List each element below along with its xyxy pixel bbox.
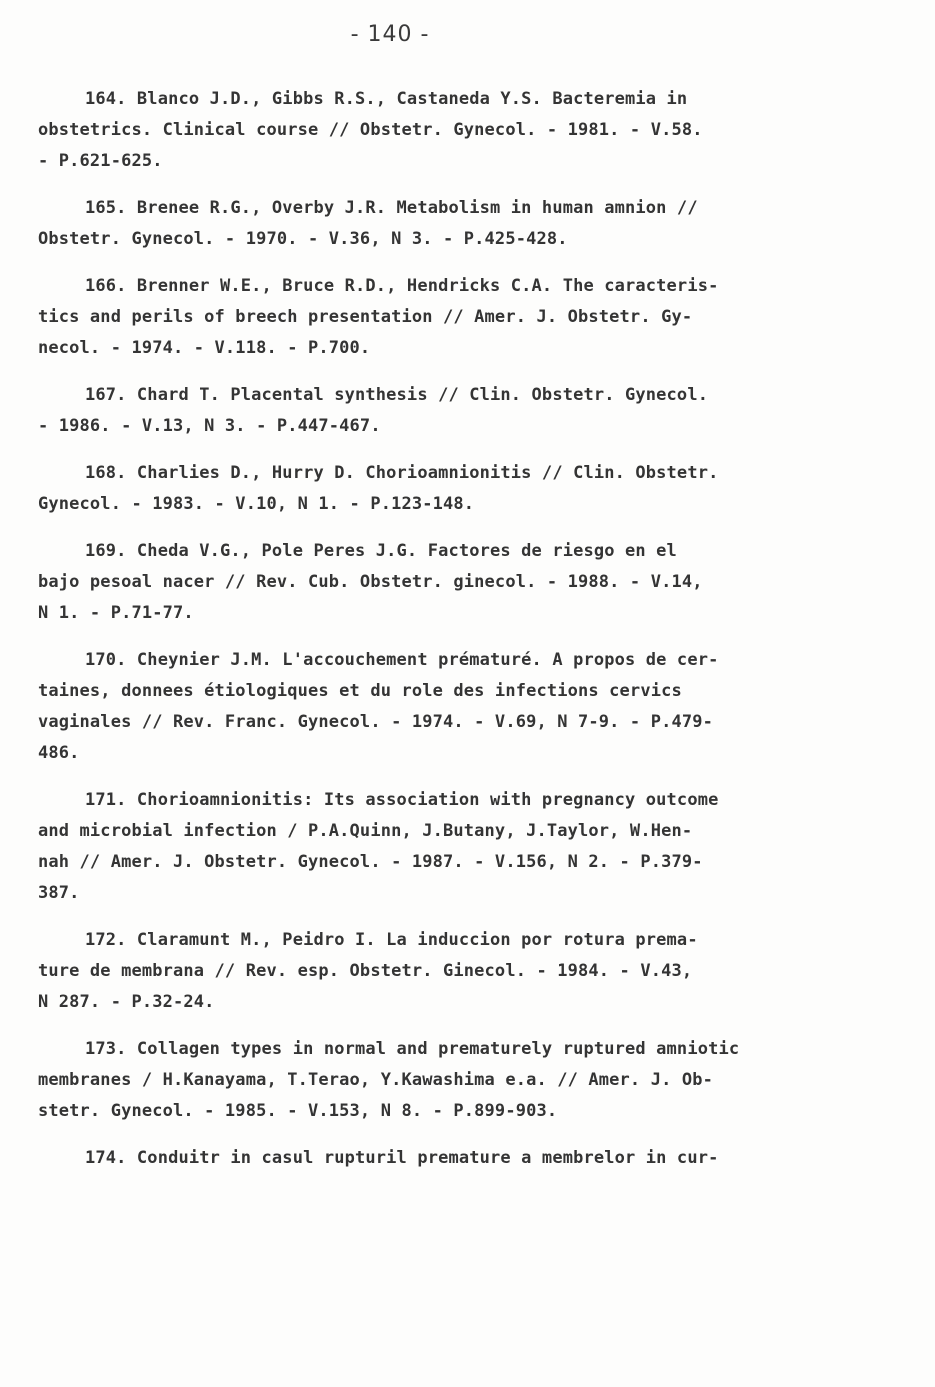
reference-168	[38, 458, 900, 520]
page-number: - 140 -	[350, 22, 430, 47]
reference-171	[38, 785, 900, 909]
reference-167	[38, 380, 900, 442]
reference-line: N 1. - P.71-77.	[38, 603, 194, 623]
reference-line: 170. Cheynier J.M. L'accouchement prématuré. A propos de cer-	[85, 650, 719, 670]
reference-line: vaginales // Rev. Franc. Gynecol. - 1974. - V.69, N 7-9. - P.479-	[38, 712, 714, 732]
reference-line: and microbial infection / P.A.Quinn, J.Butany, J.Taylor, W.Hen-	[38, 821, 693, 841]
reference-174	[38, 1143, 900, 1174]
reference-line: Gynecol. - 1983. - V.10, N 1. - P.123-148.	[38, 494, 475, 514]
reference-line: taines, donnees étiologiques et du role des infections cervics	[38, 681, 682, 701]
reference-line: N 287. - P.32-24.	[38, 992, 215, 1012]
reference-line: bajo pesoal nacer // Rev. Cub. Obstetr. ginecol. - 1988. - V.14,	[38, 572, 703, 592]
reference-line: Obstetr. Gynecol. - 1970. - V.36, N 3. - P.425-428.	[38, 229, 568, 249]
reference-line: - 1986. - V.13, N 3. - P.447-467.	[38, 416, 381, 436]
reference-line: 387.	[38, 883, 80, 903]
reference-line: 168. Charlies D., Hurry D. Chorioamnionitis // Clin. Obstetr.	[85, 463, 719, 483]
reference-line: 486.	[38, 743, 80, 763]
reference-line: 172. Claramunt M., Peidro I. La induccion por rotura prema-	[85, 930, 698, 950]
reference-line: membranes / H.Kanayama, T.Terao, Y.Kawashima e.a. // Amer. J. Ob-	[38, 1070, 714, 1090]
reference-line: tics and perils of breech presentation // Amer. J. Obstetr. Gy-	[38, 307, 693, 327]
reference-164	[38, 84, 900, 177]
reference-line: 173. Collagen types in normal and prematurely ruptured amniotic	[85, 1039, 740, 1059]
reference-170	[38, 645, 900, 769]
reference-line: 169. Cheda V.G., Pole Peres J.G. Factores de riesgo en el	[85, 541, 677, 561]
reference-line: - P.621-625.	[38, 151, 163, 171]
reference-line: nah // Amer. J. Obstetr. Gynecol. - 1987. - V.156, N 2. - P.379-	[38, 852, 703, 872]
reference-173	[38, 1034, 900, 1127]
reference-line: necol. - 1974. - V.118. - P.700.	[38, 338, 371, 358]
reference-line: obstetrics. Clinical course // Obstetr. Gynecol. - 1981. - V.58.	[38, 120, 703, 140]
reference-172	[38, 925, 900, 1018]
reference-169	[38, 536, 900, 629]
reference-line: 166. Brenner W.E., Bruce R.D., Hendricks C.A. The caracteris-	[85, 276, 719, 296]
reference-line: 171. Chorioamnionitis: Its association with pregnancy outcome	[85, 790, 719, 810]
reference-line: 165. Brenee R.G., Overby J.R. Metabolism in human amnion //	[85, 198, 698, 218]
reference-list	[38, 84, 900, 1174]
reference-165	[38, 193, 900, 255]
reference-line: 167. Chard T. Placental synthesis // Clin. Obstetr. Gynecol.	[85, 385, 709, 405]
reference-166	[38, 271, 900, 364]
reference-line: ture de membrana // Rev. esp. Obstetr. Ginecol. - 1984. - V.43,	[38, 961, 693, 981]
reference-line: stetr. Gynecol. - 1985. - V.153, N 8. - P.899-903.	[38, 1101, 558, 1121]
reference-line: 174. Conduitr in casul rupturil premature a membrelor in cur-	[85, 1148, 719, 1168]
reference-line: 164. Blanco J.D., Gibbs R.S., Castaneda Y.S. Bacteremia in	[85, 89, 688, 109]
